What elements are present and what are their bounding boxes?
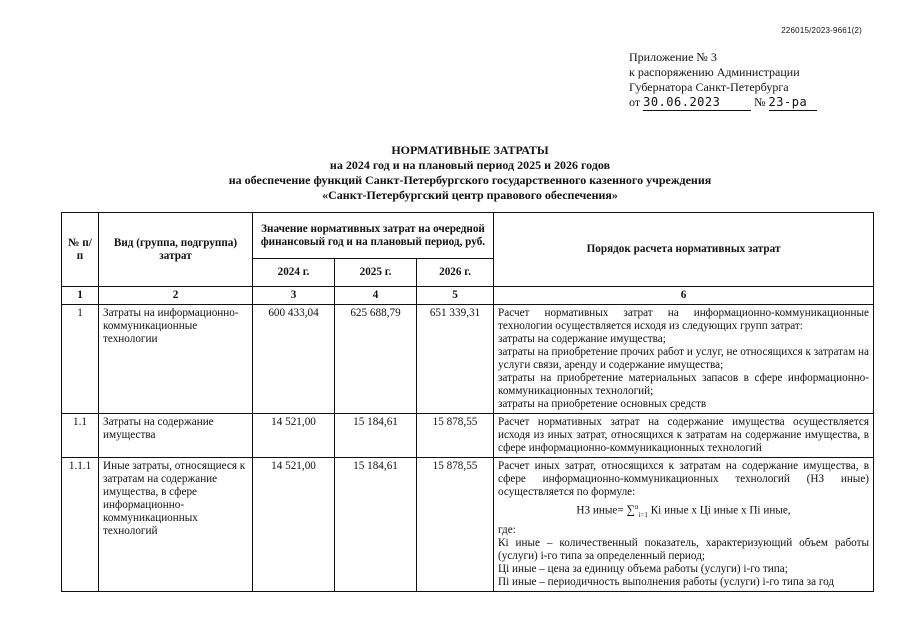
method-paragraph: затраты на приобретение материальных запасов в сфере информационно-коммуникационных технологий; [498,372,870,397]
title-heading: НОРМАТИВНЫЕ ЗАТРАТЫ [391,143,549,157]
normative-costs-table [61,212,874,592]
row-number: 1 [62,305,99,414]
value-2025: 625 688,79 [335,305,417,414]
formula-lhs: НЗ иные= [576,504,624,517]
where-label: где: [498,523,516,536]
value-2024: 14 521,00 [253,458,335,592]
column-number: 2 [99,287,253,305]
calc-method [494,414,874,458]
column-number: 3 [253,287,335,305]
method-paragraph: затраты на приобретение прочих работ и услуг, не относящихся к затратам на услуги связи, аренду и содержание имущества; [498,346,870,371]
title-period: на 2024 год и на плановый период 2025 и 2026 годов [329,158,611,172]
method-intro: Расчет иных затрат, относящихся к затратам на содержание имущества, в сфере информационно-коммуникационных технологий (НЗ иные) осуществляется по формуле: [498,460,870,498]
document-title [100,143,840,203]
title-institution: «Санкт-Петербургский центр правового обеспечения» [322,188,618,202]
method-paragraph: затраты на приобретение основных средств [498,398,707,410]
header-value-group: Значение нормативных затрат на очередной финансовый год и на плановый период, руб. [253,213,494,259]
method-paragraph: Расчет нормативных затрат на содержание имущества осуществляется исходя из иных затрат, относящихся к затратам на содержание имущества, в сфере информационно-коммуникационных технологий [498,416,870,454]
order-date: 30.06.2023 [643,95,751,111]
row-number: 1.1.1 [62,458,99,592]
method-paragraph: затраты на содержание имущества; [498,333,666,345]
formula-rhs: Кi иные х Цi иные х Пi иные, [650,504,791,517]
value-2026: 15 878,55 [417,414,494,458]
calc-method [494,458,874,592]
calc-method [494,305,874,414]
row-number: 1.1 [62,414,99,458]
value-2026: 651 339,31 [417,305,494,414]
column-number: 5 [417,287,494,305]
appendix-block [629,50,869,111]
header-year-2025: 2025 г. [335,259,417,287]
appendix-order-line: к распоряжению Администрации [629,65,800,79]
cost-type: Иные затраты, относящиеся к затратам на содержание имущества, в сфере информационно-коммуникационных технологий [99,458,253,592]
sum-lower-limit: i=1 [638,510,648,519]
method-paragraph: Расчет нормативных затрат на информационно-коммуникационные технологии осуществляется исходя из следующих групп затрат: [498,307,870,332]
appendix-authority-line: Губернатора Санкт-Петербурга [629,80,789,94]
value-2024: 600 433,04 [253,305,335,414]
cost-type: Затраты на информационно-коммуникационные технологии [99,305,253,414]
header-calc-method: Порядок расчета нормативных затрат [494,213,874,287]
value-2025: 15 184,61 [335,458,417,592]
date-prefix: от [629,95,641,109]
definition: Цi иные – цена за единицу объема работы (услуги) i-го типа; [498,562,788,575]
column-number: 4 [335,287,417,305]
table-row [62,414,874,458]
definition: Кi иные – количественный показатель, характеризующий объем работы (услуги) i-го типа за определенный период; [498,536,870,562]
value-2026: 15 878,55 [417,458,494,592]
document-id: 226015/2023-9661(2) [781,26,862,35]
definition: Пi иные – периодичность выполнения работы (услуги) i-го типа за год [498,575,835,588]
appendix-title: Приложение № 3 [629,50,717,64]
header-year-2026: 2026 г. [417,259,494,287]
sum-upper-limit: n [635,503,639,511]
appendix-date-line [629,95,869,111]
column-number: 6 [494,287,874,305]
value-2025: 15 184,61 [335,414,417,458]
sum-symbol: ∑ [626,502,636,517]
header-year-2024: 2024 г. [253,259,335,287]
table-row [62,458,874,592]
table-row [62,305,874,414]
number-prefix: № [754,95,766,109]
title-purpose: на обеспечение функций Санкт-Петербургского государственного казенного учреждения [228,173,712,187]
cost-type: Затраты на содержание имущества [99,414,253,458]
header-num: № п/п [62,213,99,287]
value-2024: 14 521,00 [253,414,335,458]
header-cost-type: Вид (группа, подгруппа) затрат [99,213,253,287]
cost-formula [498,499,869,524]
order-number: 23-ра [769,95,817,111]
column-number: 1 [62,287,99,305]
